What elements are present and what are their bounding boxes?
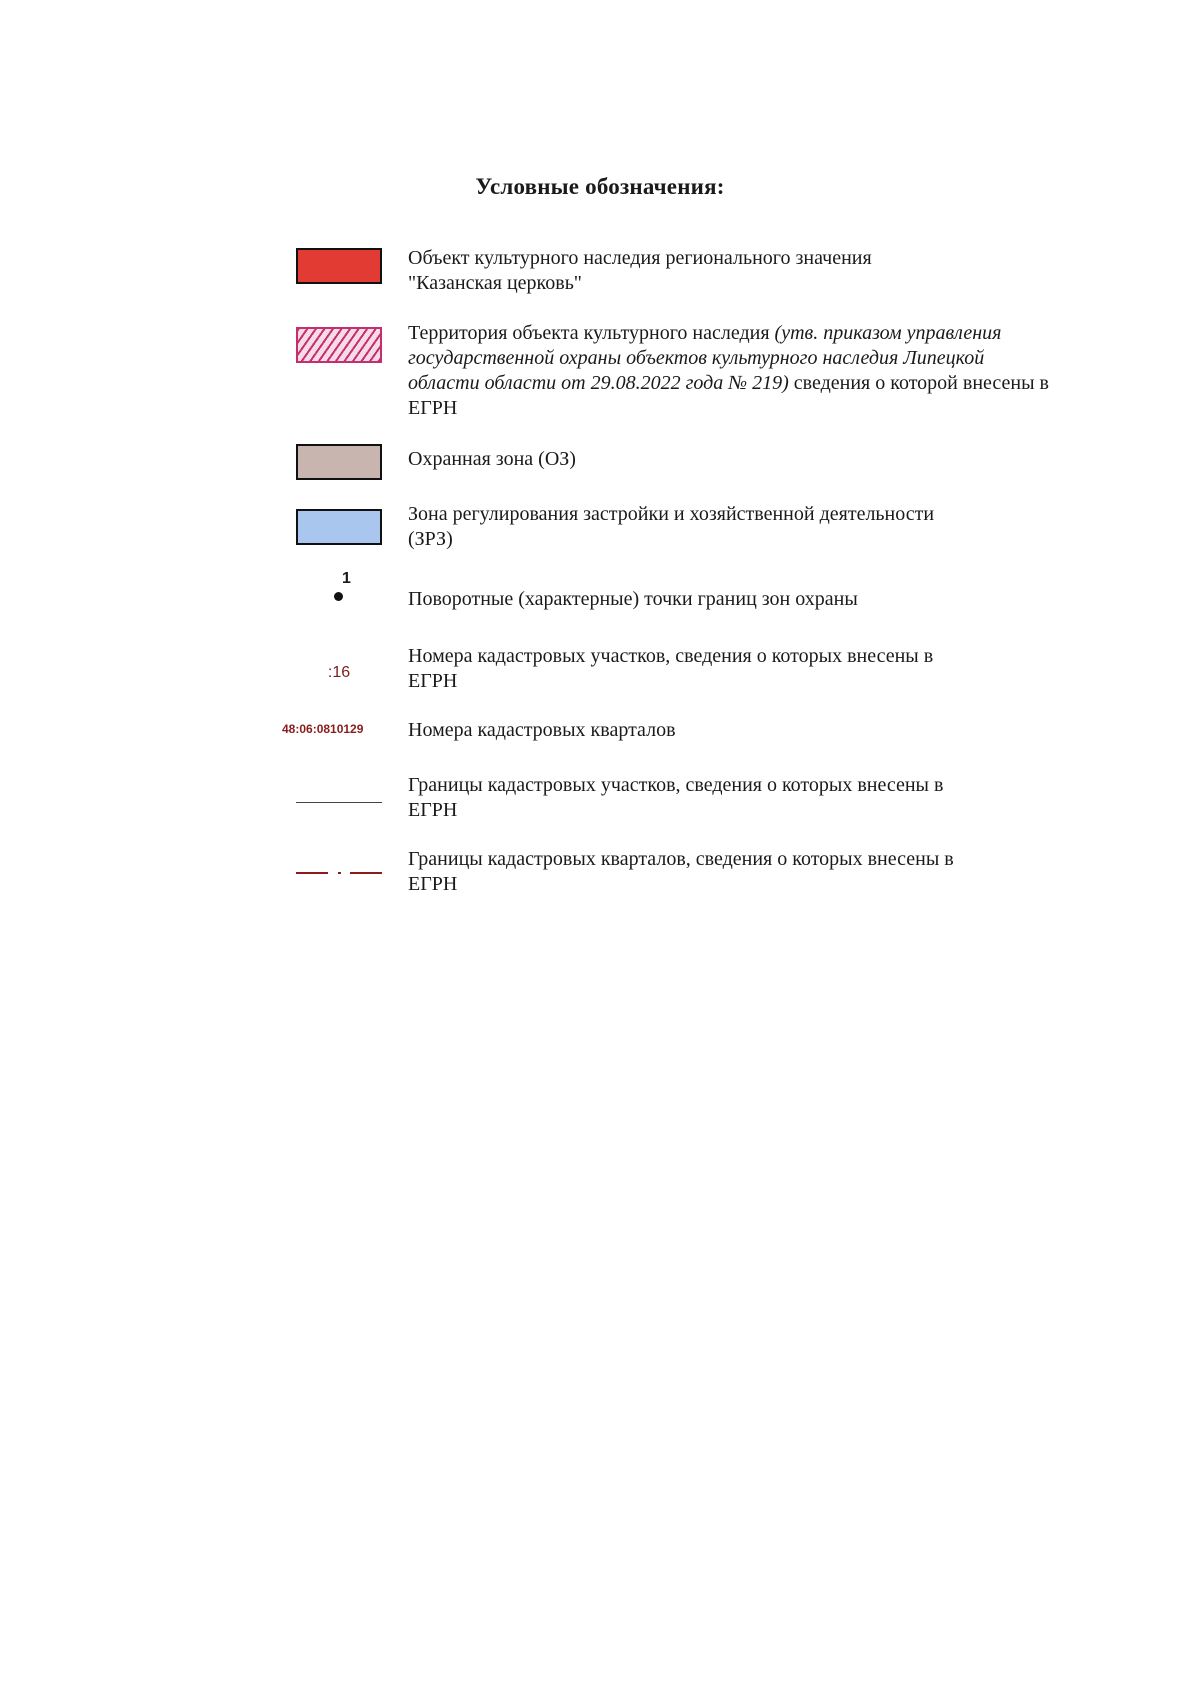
legend-item-text: Объект культурного наследия регионального значения "Казанская церковь" xyxy=(408,247,872,294)
quarter-number-symbol: 48:06:0810129 xyxy=(282,722,364,736)
legend-item-text: Границы кадастровых участков, сведения о которых внесены в ЕГРН xyxy=(408,774,944,821)
legend-item-text: Номера кадастровых участков, сведения о которых внесены в ЕГРН xyxy=(408,645,934,692)
legend-item-text: Поворотные (характерные) точки границ зон охраны xyxy=(408,588,858,610)
legend-item-text: Территория объекта культурного наследия (утв. приказом управления государственной охраны объектов культурного наследия Липецкой области области от 29.08.2022 года № 219) сведения о которой внесены в ЕГРН xyxy=(408,322,1049,419)
legend-item-text: Зона регулирования застройки и хозяйственной деятельности (ЗРЗ) xyxy=(408,503,935,550)
red-swatch-icon xyxy=(296,248,382,284)
point-dot-icon: 1 xyxy=(296,570,382,606)
parcel-number-symbol: :16 xyxy=(327,664,351,681)
solid-line-icon xyxy=(296,802,382,803)
legend-item-text: Охранная зона (ОЗ) xyxy=(408,448,576,470)
legend-item-turning-points xyxy=(0,570,1200,610)
blue-swatch-icon xyxy=(296,509,382,545)
dash-dot-line-icon xyxy=(296,872,382,876)
legend-item-text: Номера кадастровых кварталов xyxy=(408,719,676,741)
legend-title: Условные обозначения: xyxy=(475,174,725,199)
legend-item-text: Границы кадастровых кварталов, сведения о которых внесены в ЕГРН xyxy=(408,848,954,895)
taupe-swatch-icon xyxy=(296,444,382,480)
hatched-swatch-icon xyxy=(296,327,382,363)
